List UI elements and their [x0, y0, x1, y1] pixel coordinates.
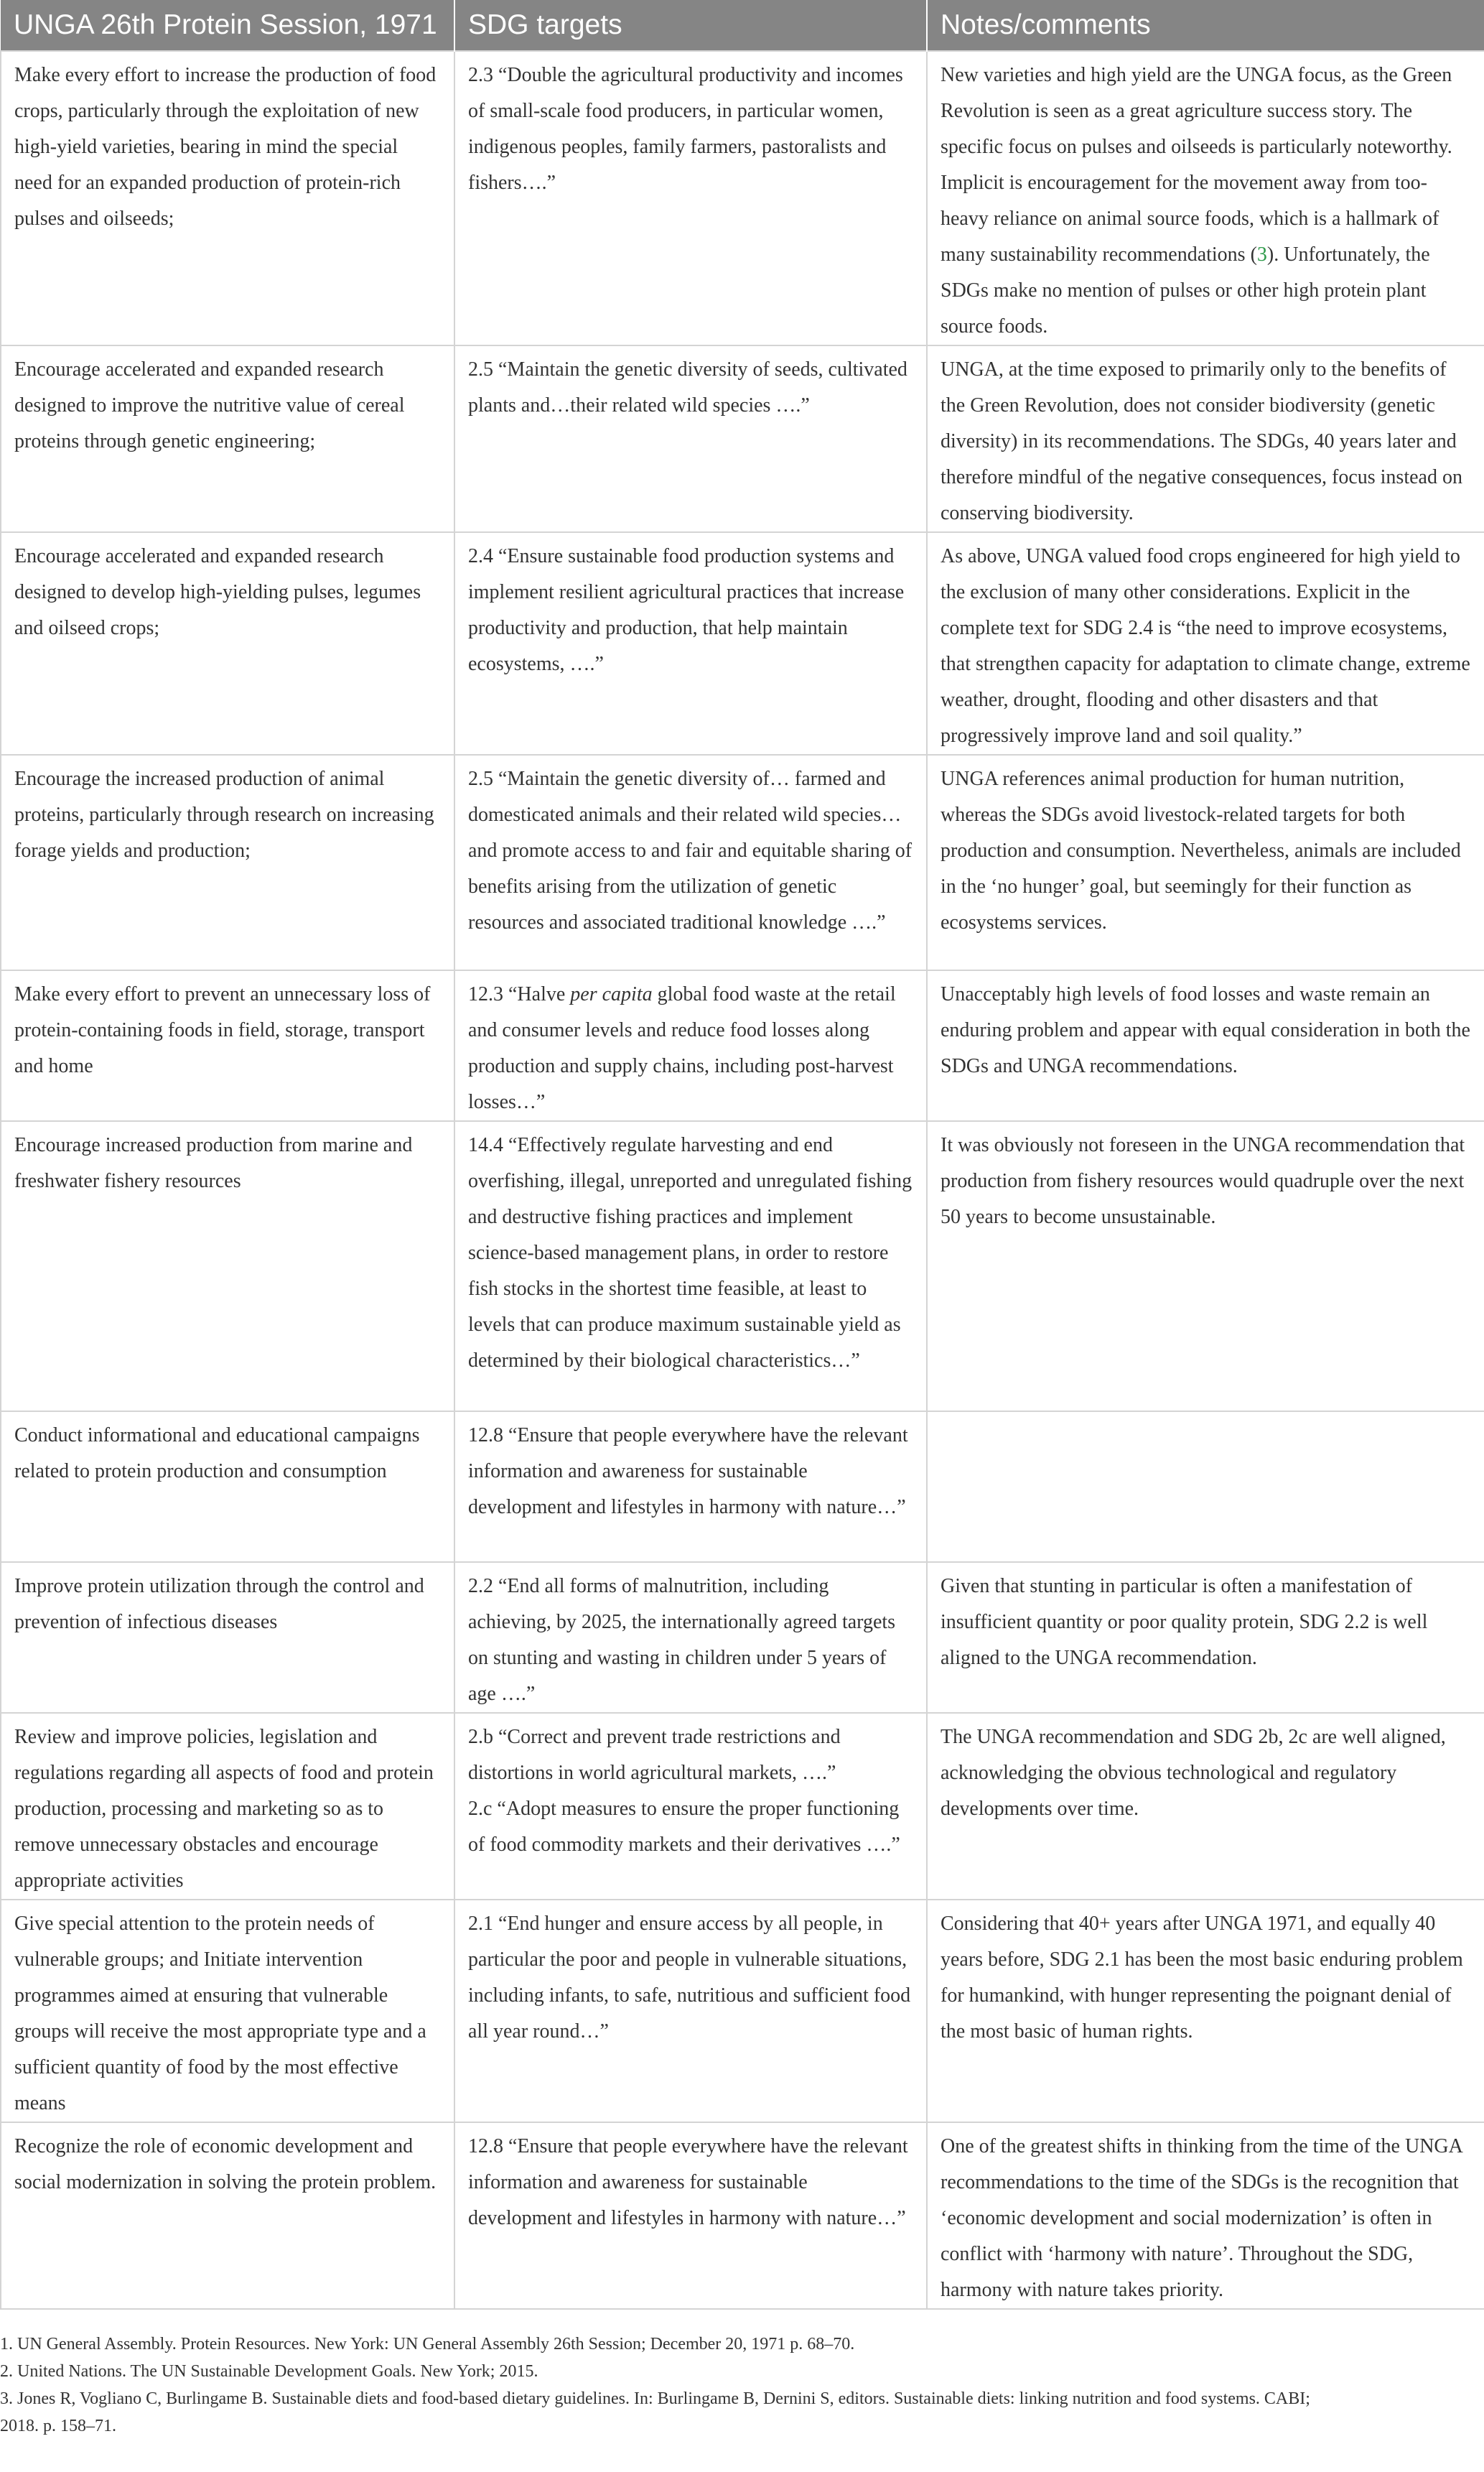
- footnote-1: 1. UN General Assembly. Protein Resources. New York: UN General Assembly 26th Session; December 20, 1971 p. 68–70.: [0, 2335, 855, 2353]
- sdg-cell: 14.4 “Effectively regulate harvesting and end overfishing, illegal, unreported and unregulated fishing and destructive fishing practices and implement science-based management plans, in order to restore fish stocks in the shortest time feasible, at least to levels that can produce maximum sustainable yield as determined by their biological characteristics…”: [454, 1121, 927, 1411]
- table-row: [1, 755, 1484, 970]
- table-row: [1, 1713, 1484, 1900]
- table-row: [1, 1562, 1484, 1713]
- unga-cell: Recognize the role of economic development and social modernization in solving the protein problem.: [1, 2122, 454, 2309]
- table-row: [1, 2122, 1484, 2309]
- table-row: [1, 51, 1484, 345]
- sdg-cell: 2.5 “Maintain the genetic diversity of… farmed and domesticated animals and their related wild species…and promote access to and fair and equitable sharing of benefits arising from the utilization of genetic resources and associated traditional knowledge ….”: [454, 755, 927, 970]
- sdg-cell: 2.1 “End hunger and ensure access by all people, in particular the poor and people in vulnerable situations, including infants, to safe, nutritious and sufficient food all year round…”: [454, 1900, 927, 2122]
- sdg-cell: 2.4 “Ensure sustainable food production systems and implement resilient agricultural practices that increase productivity and production, that help maintain ecosystems, ….”: [454, 532, 927, 755]
- unga-cell: Encourage accelerated and expanded research designed to improve the nutritive value of cereal proteins through genetic engineering;: [1, 345, 454, 532]
- sdg-text: global food waste at the retail and consumer levels and reduce food losses along production and supply chains, including post-harvest losses…”: [468, 983, 896, 1113]
- sdg-cell: 2.3 “Double the agricultural productivity and incomes of small-scale food producers, in particular women, indigenous peoples, family farmers, pastoralists and fishers….”: [454, 51, 927, 345]
- notes-cell: The UNGA recommendation and SDG 2b, 2c are well aligned, acknowledging the obvious technological and regulatory developments over time.: [927, 1713, 1484, 1900]
- unga-cell: Make every effort to prevent an unnecessary loss of protein-containing foods in field, storage, transport and home: [1, 970, 454, 1121]
- sdg-cell: 2.2 “End all forms of malnutrition, including achieving, by 2025, the internationally agreed targets on stunting and wasting in children under 5 years of age ….”: [454, 1562, 927, 1713]
- table-row: [1, 970, 1484, 1121]
- header-notes: Notes/comments: [927, 0, 1484, 51]
- header-sdg: SDG targets: [454, 0, 927, 51]
- unga-cell: Encourage the increased production of animal proteins, particularly through research on increasing forage yields and production;: [1, 755, 454, 970]
- notes-cell: Given that stunting in particular is often a manifestation of insufficient quantity or poor quality protein, SDG 2.2 is well aligned to the UNGA recommendation.: [927, 1562, 1484, 1713]
- notes-cell: Unacceptably high levels of food losses and waste remain an enduring problem and appear with equal consideration in both the SDGs and UNGA recommendations.: [927, 970, 1484, 1121]
- notes-cell: It was obviously not foreseen in the UNGA recommendation that production from fishery resources would quadruple over the next 50 years to become unsustainable.: [927, 1121, 1484, 1411]
- sdg-target-2b: 2.b “Correct and prevent trade restrictions and distortions in world agricultural markets, ….”: [468, 1726, 841, 1784]
- table-row: [1, 1900, 1484, 2122]
- footnote-2: 2. United Nations. The UN Sustainable Development Goals. New York; 2015.: [0, 2362, 538, 2381]
- notes-cell: [927, 51, 1484, 345]
- header-unga: UNGA 26th Protein Session, 1971: [1, 0, 454, 51]
- unga-cell: Improve protein utilization through the control and prevention of infectious diseases: [1, 1562, 454, 1713]
- sdg-cell: 12.8 “Ensure that people everywhere have the relevant information and awareness for sustainable development and lifestyles in harmony with nature…”: [454, 1411, 927, 1562]
- table-row: [1, 345, 1484, 532]
- citation-link[interactable]: 3: [1256, 243, 1267, 266]
- notes-cell: Considering that 40+ years after UNGA 1971, and equally 40 years before, SDG 2.1 has been the most basic enduring problem for humankind, with hunger representing the poignant denial of the most basic of human rights.: [927, 1900, 1484, 2122]
- sdg-text: 12.3 “Halve: [468, 983, 571, 1005]
- notes-cell: UNGA, at the time exposed to primarily only to the benefits of the Green Revolution, does not consider biodiversity (genetic diversity) in its recommendations. The SDGs, 40 years later and therefore mindful of the negative consequences, focus instead on conserving biodiversity.: [927, 345, 1484, 532]
- unga-cell: Encourage increased production from marine and freshwater fishery resources: [1, 1121, 454, 1411]
- footnote-3: 3. Jones R, Vogliano C, Burlingame B. Sustainable diets and food-based dietary guidelines. In: Burlingame B, Dernini S, editors. Sustainable diets: linking nutrition and food systems. CABI;: [0, 2389, 1310, 2408]
- unga-cell: Review and improve policies, legislation and regulations regarding all aspects of food and protein production, processing and marketing so as to remove unnecessary obstacles and encourage appropriate activities: [1, 1713, 454, 1900]
- footnote-3-cont: 2018. p. 158–71.: [0, 2417, 116, 2435]
- notes-cell: UNGA references animal production for human nutrition, whereas the SDGs avoid livestock-related targets for both production and consumption. Nevertheless, animals are included in the ‘no hunger’ goal, but seemingly for their function as ecosystems services.: [927, 755, 1484, 970]
- sdg-cell: [454, 1713, 927, 1900]
- sdg-target-2c: 2.c “Adopt measures to ensure the proper functioning of food commodity markets and their derivatives ….”: [468, 1798, 900, 1856]
- sdg-cell: 2.5 “Maintain the genetic diversity of seeds, cultivated plants and…their related wild species ….”: [454, 345, 927, 532]
- notes-cell: One of the greatest shifts in thinking from the time of the UNGA recommendations to the time of the SDGs is the recognition that ‘economic development and social modernization’ is often in conflict with ‘harmony with nature’. Throughout the SDG, harmony with nature takes priority.: [927, 2122, 1484, 2309]
- table-row: [1, 532, 1484, 755]
- unga-cell: Conduct informational and educational campaigns related to protein production and consumption: [1, 1411, 454, 1562]
- table-header-row: [1, 0, 1484, 51]
- sdg-emphasis: per capita: [570, 983, 653, 1005]
- table-row: [1, 1411, 1484, 1562]
- notes-text: ). Unfortunately, the SDGs make no mention of pulses or other high protein plant source foods.: [941, 243, 1430, 338]
- sdg-cell: [454, 970, 927, 1121]
- notes-text: New varieties and high yield are the UNGA focus, as the Green Revolution is seen as a great agriculture success story. The specific focus on pulses and oilseeds is particularly noteworthy. Implicit is encouragement for the movement away from too-heavy reliance on animal source foods, which is a hallmark of many sustainability recommendations (: [941, 64, 1452, 266]
- notes-cell: [927, 1411, 1484, 1562]
- unga-cell: Make every effort to increase the production of food crops, particularly through the exploitation of new high-yield varieties, bearing in mind the special need for an expanded production of protein-rich pulses and oilseeds;: [1, 51, 454, 345]
- footnotes: [0, 2331, 1484, 2440]
- table-row: [1, 1121, 1484, 1411]
- notes-cell: As above, UNGA valued food crops engineered for high yield to the exclusion of many other considerations. Explicit in the complete text for SDG 2.4 is “the need to improve ecosystems, that strengthen capacity for adaptation to climate change, extreme weather, drought, flooding and other disasters and that progressively improve land and soil quality.”: [927, 532, 1484, 755]
- unga-cell: Encourage accelerated and expanded research designed to develop high-yielding pulses, legumes and oilseed crops;: [1, 532, 454, 755]
- unga-cell: Give special attention to the protein needs of vulnerable groups; and Initiate intervention programmes aimed at ensuring that vulnerable groups will receive the most appropriate type and a sufficient quantity of food by the most effective means: [1, 1900, 454, 2122]
- sdg-cell: 12.8 “Ensure that people everywhere have the relevant information and awareness for sustainable development and lifestyles in harmony with nature…”: [454, 2122, 927, 2309]
